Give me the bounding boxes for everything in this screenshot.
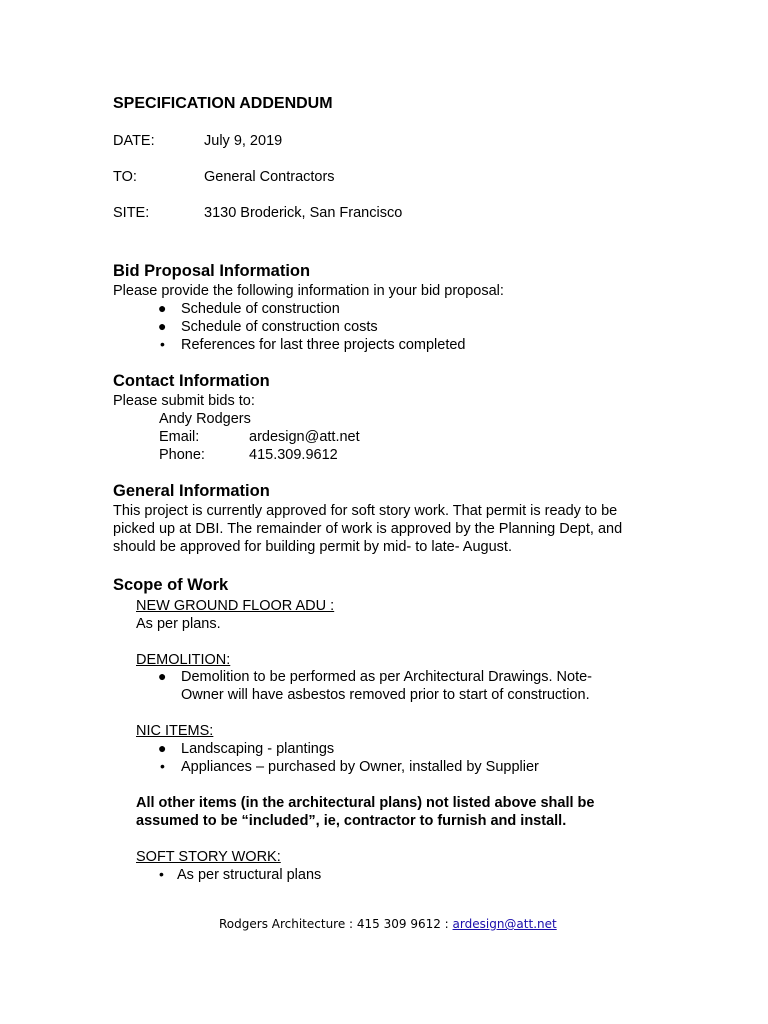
general-line: This project is currently approved for soft story work. That permit is ready to be	[113, 503, 618, 519]
contact-name: Andy Rodgers	[159, 411, 251, 427]
bullet-icon: ●	[158, 740, 167, 756]
contact-intro: Please submit bids to:	[113, 393, 255, 409]
general-line: picked up at DBI. The remainder of work is approved by the Planning Dept, and	[113, 521, 623, 537]
included-note-line: assumed to be “included”, ie, contractor to furnish and install.	[136, 813, 567, 829]
general-line: should be approved for building permit by mid- to late- August.	[113, 539, 512, 555]
list-item: Schedule of construction costs	[181, 319, 378, 335]
site-label: SITE:	[113, 205, 150, 221]
bullet-icon: ●	[158, 668, 167, 684]
date-value: July 9, 2019	[204, 133, 283, 149]
list-item: Landscaping - plantings	[181, 741, 335, 757]
date-label: DATE:	[113, 133, 155, 149]
scope-heading: Scope of Work	[113, 576, 229, 594]
adu-label: NEW GROUND FLOOR ADU :	[136, 598, 335, 614]
to-value: General Contractors	[204, 169, 335, 185]
bullet-icon: •	[160, 758, 165, 774]
footer	[219, 917, 557, 931]
phone-label: Phone:	[159, 447, 205, 463]
footer-text: Rodgers Architecture : 415 309 9612 :	[219, 917, 453, 931]
email-label: Email:	[159, 429, 200, 445]
bullet-icon: ●	[158, 300, 167, 316]
demolition-line: Owner will have asbestos removed prior to start of construction.	[181, 687, 590, 703]
general-heading: General Information	[113, 482, 270, 500]
to-label: TO:	[113, 169, 137, 185]
list-item: Appliances – purchased by Owner, installed by Supplier	[181, 759, 539, 775]
list-item: References for last three projects completed	[181, 337, 466, 353]
contact-heading: Contact Information	[113, 372, 270, 390]
bid-intro: Please provide the following information in your bid proposal:	[113, 283, 504, 299]
demolition-line: Demolition to be performed as per Architectural Drawings. Note-	[181, 669, 593, 685]
soft-story-item: As per structural plans	[177, 867, 322, 883]
bullet-icon: ●	[158, 318, 167, 334]
list-item: Schedule of construction	[181, 301, 340, 317]
footer-email-link[interactable]: ardesign@att.net	[452, 917, 557, 931]
document-title: SPECIFICATION ADDENDUM	[113, 95, 333, 112]
soft-story-label: SOFT STORY WORK:	[136, 849, 281, 865]
bullet-icon: •	[159, 866, 164, 882]
email-value: ardesign@att.net	[249, 429, 360, 445]
phone-value: 415.309.9612	[249, 447, 338, 463]
nic-label: NIC ITEMS:	[136, 723, 214, 739]
included-note-line: All other items (in the architectural plans) not listed above shall be	[136, 795, 595, 811]
demolition-label: DEMOLITION:	[136, 652, 231, 668]
adu-text: As per plans.	[136, 616, 221, 632]
site-value: 3130 Broderick, San Francisco	[204, 205, 403, 221]
bullet-icon: •	[160, 336, 165, 352]
bid-heading: Bid Proposal Information	[113, 262, 311, 280]
